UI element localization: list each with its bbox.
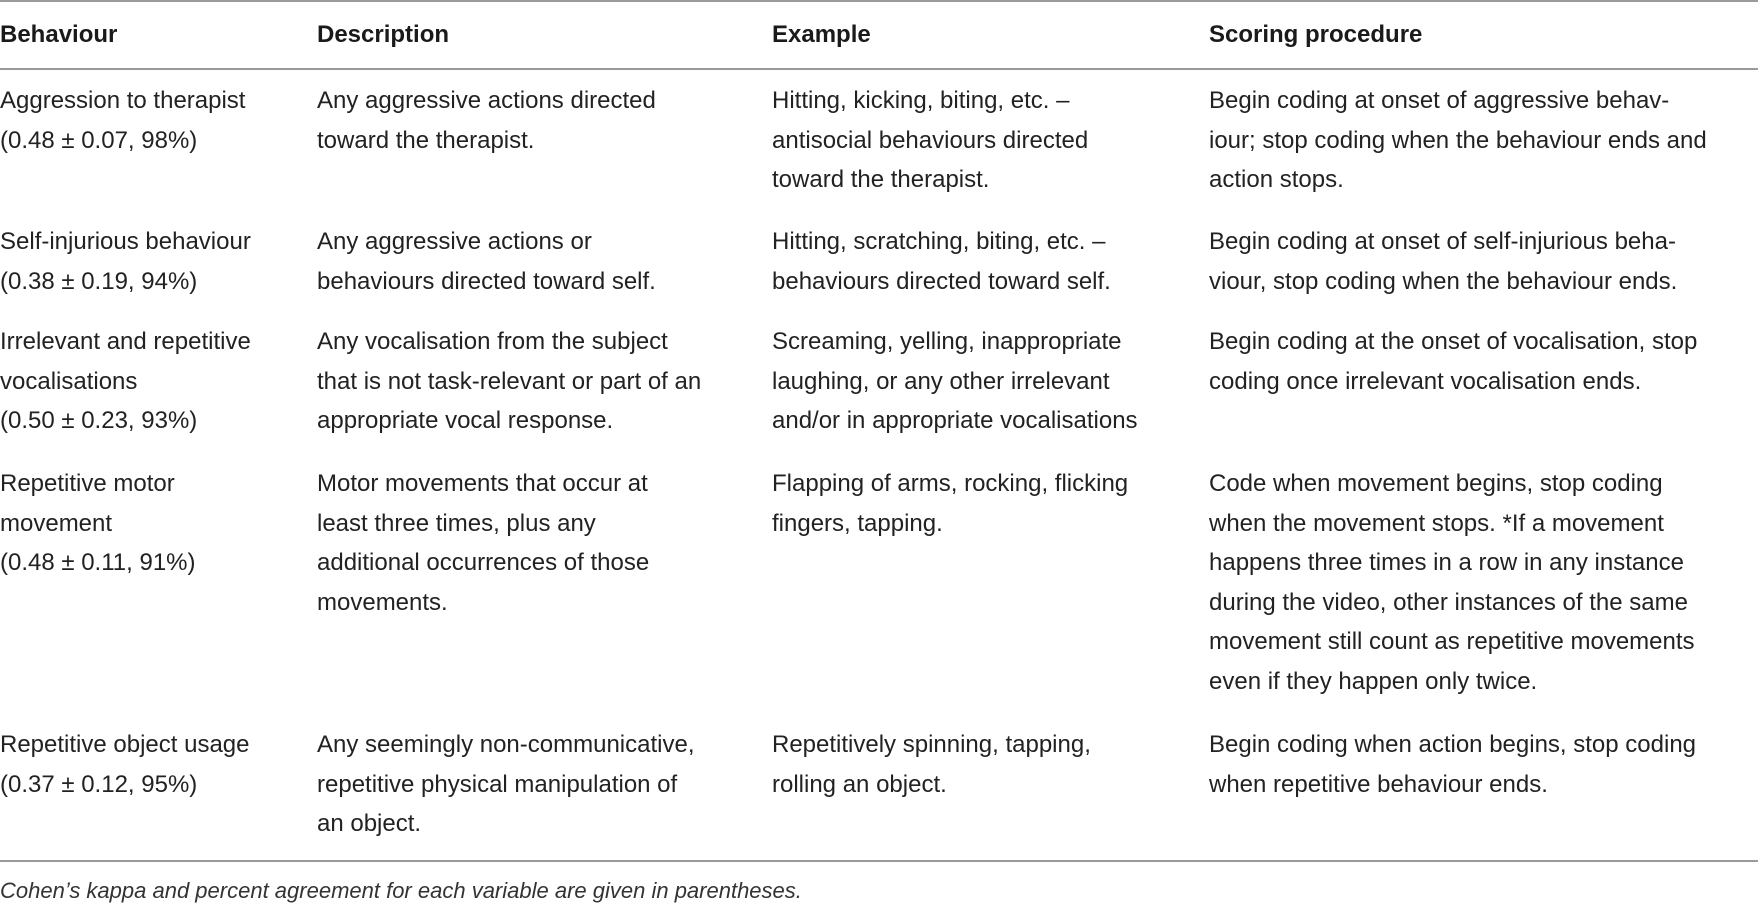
header-example: Example (772, 21, 871, 48)
cell-scoring-procedure: Begin coding at onset of aggressive behav- iour; stop coding when the behaviour ends and action stops. (1209, 87, 1707, 193)
table-top-rule (0, 0, 1758, 2)
cell-description: Any seemingly non-communicative, repetitive physical manipulation of an object. (317, 731, 695, 837)
cell-example: Screaming, yelling, inappropriate laughing, or any other irrelevant and/or in appropriate vocalisations (772, 328, 1138, 434)
table-header-rule (0, 68, 1758, 70)
cell-description: Motor movements that occur at least three times, plus any additional occurrences of those movements. (317, 470, 650, 616)
table-footnote: Cohen’s kappa and percent agreement for each variable are given in parentheses. (0, 878, 802, 903)
cell-scoring-procedure: Code when movement begins, stop coding when the movement stops. *If a movement happens three times in a row in any instance during the video, other instances of the same movement still count as repetitive movements even if they happen only twice. (1209, 470, 1695, 695)
header-description: Description (317, 21, 450, 48)
cell-behaviour: Repetitive motor movement (0.48 ± 0.11, 91%) (0, 470, 196, 576)
cell-description: Any aggressive actions or behaviours directed toward self. (317, 228, 656, 295)
header-behaviour: Behaviour (0, 21, 118, 48)
cell-behaviour: Self-injurious behaviour (0.38 ± 0.19, 94%) (0, 228, 251, 295)
cell-example: Flapping of arms, rocking, flicking fingers, tapping. (772, 470, 1129, 537)
cell-behaviour: Repetitive object usage (0.37 ± 0.12, 95%) (0, 731, 250, 798)
cell-example: Repetitively spinning, tapping, rolling an object. (772, 731, 1091, 798)
cell-scoring-procedure: Begin coding when action begins, stop coding when repetitive behaviour ends. (1209, 731, 1697, 798)
cell-description: Any vocalisation from the subject that is not task-relevant or part of an appropriate vocal response. (317, 328, 702, 434)
cell-scoring-procedure: Begin coding at onset of self-injurious beha- viour, stop coding when the behaviour ends. (1209, 228, 1678, 295)
table-header-row (0, 18, 1758, 52)
cell-behaviour: Aggression to therapist (0.48 ± 0.07, 98%) (0, 87, 246, 154)
cell-scoring-procedure: Begin coding at the onset of vocalisation, stop coding once irrelevant vocalisation ends. (1209, 328, 1698, 395)
table-bottom-rule (0, 860, 1758, 862)
header-scoring-procedure: Scoring procedure (1209, 21, 1423, 48)
cell-example: Hitting, scratching, biting, etc. – behaviours directed toward self. (772, 228, 1111, 295)
cell-description: Any aggressive actions directed toward the therapist. (317, 87, 656, 154)
cell-example: Hitting, kicking, biting, etc. – antisocial behaviours directed toward the therapist. (772, 87, 1089, 193)
cell-behaviour: Irrelevant and repetitive vocalisations (0.50 ± 0.23, 93%) (0, 328, 251, 434)
